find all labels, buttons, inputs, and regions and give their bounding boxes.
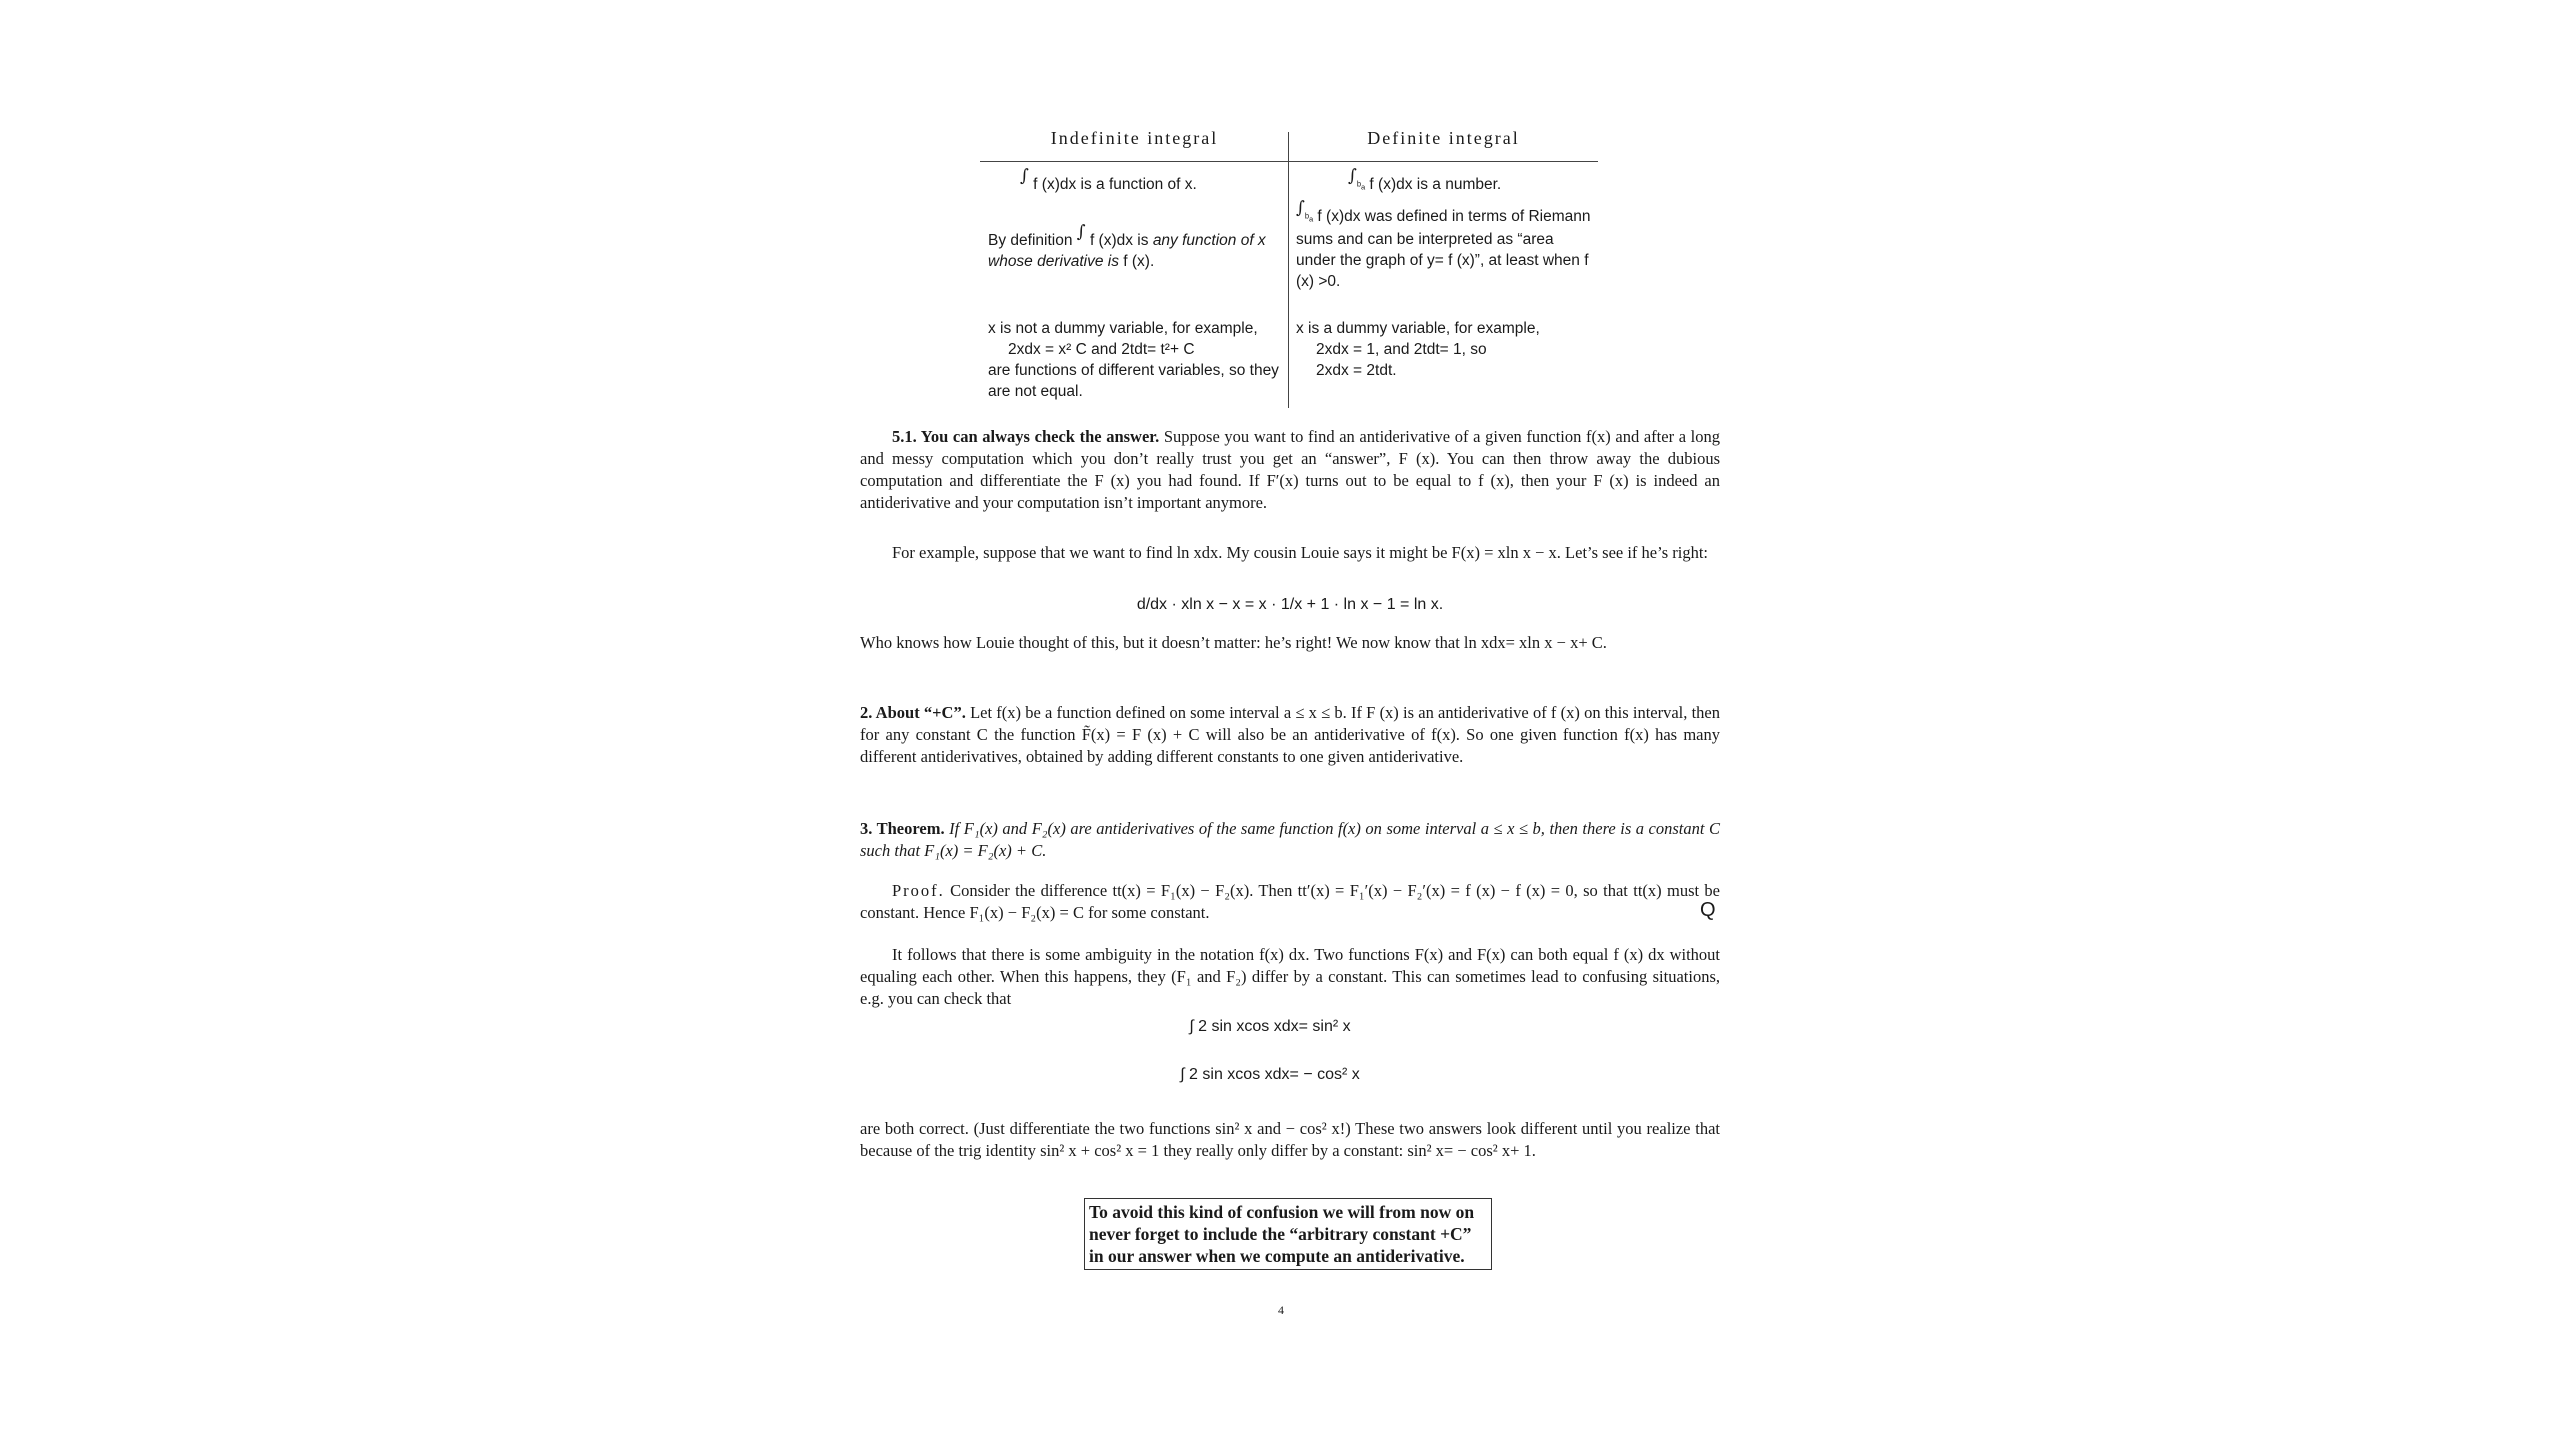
equation-sin-squared: ∫ 2 sin xcos xdx= sin² x bbox=[1189, 1018, 1351, 1035]
ambiguity-paragraph: It follows that there is some ambiguity in the notation f(x) dx. Two functions F(x) and F(x) can both equal f (x) dx without equaling each other. When this happens, they (F₁ and F₂) differ by a constant. This can sometimes lead to confusing situations, e.g. you can check that bbox=[860, 945, 1720, 1008]
integral-icon: ∫ bbox=[1189, 1018, 1199, 1035]
table-header-rule bbox=[980, 161, 1598, 162]
proof-paragraph: Proof. Consider the difference tt(x) = F₁(x) − F₂(x). Then tt′(x) = F₁′(x) − F₂′(x) = f (x) − f (x) = 0, so that tt(x) must be constant. Hence F₁(x) − F₂(x) = C for some constant. bbox=[860, 881, 1721, 922]
page-number: 4 bbox=[1278, 1303, 1284, 1317]
boxed-remark: To avoid this kind of confusion we will from now on never forget to include the “arbitrary constant +C” in our answer when we compute an antiderivative. bbox=[1084, 1198, 1492, 1270]
louie-check-equation: d/dx · xln x − x = x · 1/x + 1 · ln x − 1 = ln x. bbox=[1136, 596, 1444, 613]
integral-icon: ∫ bbox=[1296, 198, 1305, 218]
table-cell-r3-right: x is a dummy variable, for example, 2xdx = 1, and 2tdt= 1, so 2xdx = 2tdt. bbox=[1296, 320, 1540, 379]
table-cell-r1-right: ∫ᵇₐ f (x)dx is a number. bbox=[1348, 166, 1502, 193]
table-cell-r2-left: By definition ∫ f (x)dx is any function of x whose derivative is f (x). bbox=[988, 222, 1266, 270]
table-cell-r1-left: ∫ f (x)dx is a function of x. bbox=[1020, 166, 1197, 193]
qed-mark: Q bbox=[1700, 899, 1716, 921]
table-header-indefinite: Indefinite integral bbox=[1050, 128, 1219, 148]
integral-icon: ∫ bbox=[1020, 166, 1029, 186]
theorem-paragraph: 3. Theorem. If F₁(x) and F₂(x) are antiderivatives of the same function f(x) on some interval a ≤ x ≤ b, then there is a constant C such that F₁(x) = F₂(x) + C. bbox=[860, 819, 1721, 860]
proof-label: Proof. bbox=[892, 881, 945, 900]
table-cell-r2-right: ∫ᵇₐ f (x)dx was defined in terms of Riemann sums and can be interpreted as “area under the graph of y= f (x)”, at least when f (x) >0. bbox=[1296, 198, 1591, 290]
theorem-heading: 3. Theorem. bbox=[860, 819, 945, 838]
section-2-heading: 2. About “+C”. bbox=[860, 703, 966, 722]
louie-conclusion: Who knows how Louie thought of this, but it doesn’t matter: he’s right! We now know that ln xdx= xln x − x+ C. bbox=[860, 633, 1607, 652]
table-cell-r3-left: x is not a dummy variable, for example, 2xdx = x² C and 2tdt= t²+ C are functions of different variables, so they are not equal. bbox=[988, 320, 1279, 400]
table-divider bbox=[1288, 132, 1289, 408]
section-5-1-heading: 5.1. You can always check the answer. bbox=[892, 427, 1160, 446]
integral-icon: ∫ bbox=[1076, 222, 1086, 242]
comparison-table bbox=[980, 122, 1598, 408]
example-paragraph: For example, suppose that we want to find ln xdx. My cousin Louie says it might be F(x) = xln x − x. Let’s see if he’s right: bbox=[892, 543, 1709, 562]
equation-cos-squared: ∫ 2 sin xcos xdx= − cos² x bbox=[1180, 1066, 1360, 1083]
table-header-definite: Definite integral bbox=[1367, 128, 1520, 148]
trig-identity-paragraph: are both correct. (Just differentiate the two functions sin² x and − cos² x!) These two answers look different until you realize that because of the trig identity sin² x + cos² x = 1 they really only differ by a constant: sin² x= − cos² x+ 1. bbox=[860, 1119, 1720, 1160]
integral-icon: ∫ bbox=[1180, 1066, 1190, 1083]
section-2-paragraph: 2. About “+C”. Let f(x) be a function defined on some interval a ≤ x ≤ b. If F (x) is an antiderivative of f (x) on this interval, then for any constant C the function F̃(x) = F (x) + C will also be an antiderivative of f(x). So one given function f(x) has many different antiderivatives, obtained by adding different constants to one given antiderivative. bbox=[860, 703, 1720, 766]
integral-icon: ∫ bbox=[1348, 166, 1357, 186]
section-5-1-paragraph: 5.1. You can always check the answer. Suppose you want to find an antiderivative of a given function f(x) and after a long and messy computation which you don’t really trust you get an “answer”, F (x). You can then throw away the dubious computation and differentiate the F (x) you had found. If F′(x) turns out to be equal to f (x), then your F (x) is indeed an antiderivative and your computation isn’t important anymore. bbox=[860, 427, 1720, 512]
